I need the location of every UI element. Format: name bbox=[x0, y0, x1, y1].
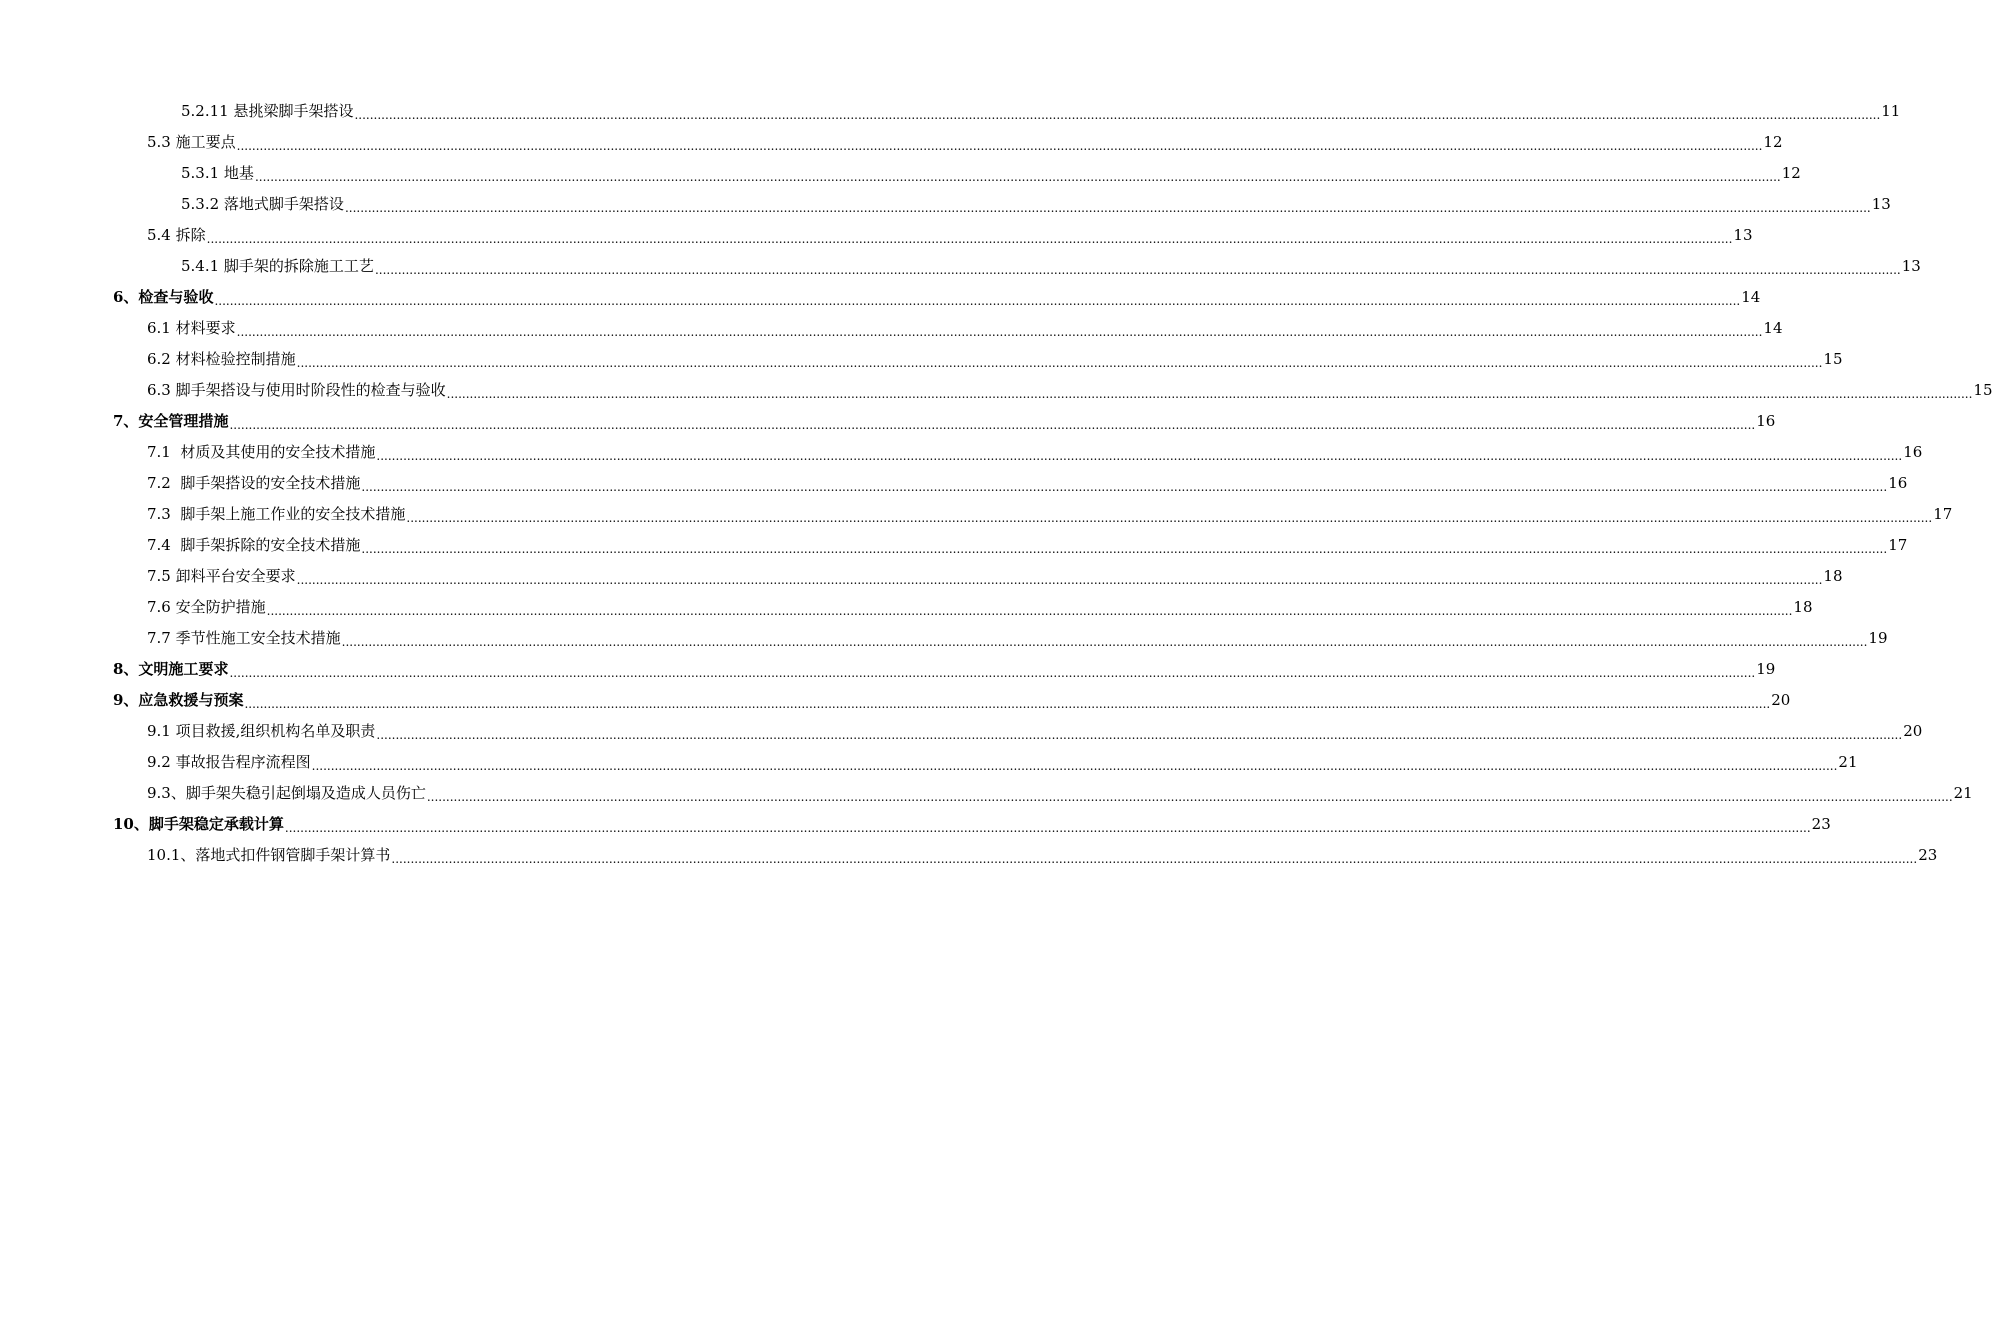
toc-entry-title: 6.2 材料检验控制措施 bbox=[147, 350, 296, 368]
toc-dot-leader: ................................................................................................................................................................................................................................................................................................................................................................................................................ bbox=[296, 573, 1823, 587]
toc-entry[interactable] bbox=[0, 375, 1993, 406]
toc-entry-title: 7.5 卸料平台安全要求 bbox=[147, 567, 296, 585]
toc-entry[interactable] bbox=[0, 530, 1908, 561]
toc-entry-title: 7.3 脚手架上施工作业的安全技术措施 bbox=[147, 505, 406, 523]
toc-entry-title: 8、文明施工要求 bbox=[113, 660, 229, 678]
toc-dot-leader: ................................................................................................................................................................................................................................................................................................................................................................................................................ bbox=[446, 387, 1973, 401]
toc-entry-title: 9.1 项目救援,组织机构名单及职责 bbox=[147, 722, 376, 740]
toc-entry[interactable] bbox=[0, 96, 1901, 127]
toc-dot-leader: ................................................................................................................................................................................................................................................................................................................................................................................................................ bbox=[344, 201, 1871, 215]
toc-entry-page-number: 14 bbox=[1741, 288, 1761, 306]
toc-entry-page-number: 16 bbox=[1903, 443, 1923, 461]
toc-entry-title: 9.3、脚手架失稳引起倒塌及造成人员伤亡 bbox=[147, 784, 426, 802]
toc-entry[interactable] bbox=[0, 592, 1813, 623]
toc-entry-title: 7、安全管理措施 bbox=[113, 412, 229, 430]
table-of-contents bbox=[0, 96, 1993, 871]
toc-entry-page-number: 12 bbox=[1763, 133, 1783, 151]
toc-entry-title: 6.3 脚手架搭设与使用时阶段性的检查与验收 bbox=[147, 381, 446, 399]
toc-entry-page-number: 17 bbox=[1888, 536, 1908, 554]
toc-entry-page-number: 11 bbox=[1881, 102, 1901, 120]
toc-entry-title: 5.3.2 落地式脚手架搭设 bbox=[181, 195, 344, 213]
toc-entry-title: 6、检查与验收 bbox=[113, 288, 214, 306]
toc-entry-page-number: 16 bbox=[1888, 474, 1908, 492]
toc-dot-leader: ................................................................................................................................................................................................................................................................................................................................................................................................................ bbox=[229, 418, 1756, 432]
toc-entry[interactable] bbox=[0, 716, 1923, 747]
toc-entry-title: 10.1、落地式扣件钢管脚手架计算书 bbox=[147, 846, 391, 864]
toc-entry-title: 5.4.1 脚手架的拆除施工工艺 bbox=[181, 257, 374, 275]
toc-entry-page-number: 18 bbox=[1793, 598, 1813, 616]
toc-entry[interactable] bbox=[0, 561, 1843, 592]
toc-entry[interactable] bbox=[0, 468, 1908, 499]
toc-dot-leader: ................................................................................................................................................................................................................................................................................................................................................................................................................ bbox=[354, 108, 1881, 122]
toc-entry-title: 5.3 施工要点 bbox=[147, 133, 236, 151]
toc-entry-page-number: 19 bbox=[1756, 660, 1776, 678]
toc-entry-title: 6.1 材料要求 bbox=[147, 319, 236, 337]
toc-entry-title: 7.1 材质及其使用的安全技术措施 bbox=[147, 443, 376, 461]
toc-entry-title: 7.2 脚手架搭设的安全技术措施 bbox=[147, 474, 361, 492]
toc-entry[interactable] bbox=[0, 251, 1921, 282]
toc-entry-page-number: 12 bbox=[1781, 164, 1801, 182]
toc-entry[interactable] bbox=[0, 747, 1858, 778]
toc-entry[interactable] bbox=[0, 344, 1843, 375]
toc-entry[interactable] bbox=[0, 406, 1776, 437]
toc-entry[interactable] bbox=[0, 282, 1761, 313]
toc-entry-page-number: 20 bbox=[1903, 722, 1923, 740]
toc-dot-leader: ................................................................................................................................................................................................................................................................................................................................................................................................................ bbox=[236, 325, 1763, 339]
toc-entry-title: 10、脚手架稳定承载计算 bbox=[113, 815, 284, 833]
toc-entry-page-number: 23 bbox=[1918, 846, 1938, 864]
toc-entry-page-number: 21 bbox=[1953, 784, 1973, 802]
toc-entry[interactable] bbox=[0, 654, 1776, 685]
toc-entry-page-number: 16 bbox=[1756, 412, 1776, 430]
toc-dot-leader: ................................................................................................................................................................................................................................................................................................................................................................................................................ bbox=[244, 697, 1771, 711]
toc-dot-leader: ................................................................................................................................................................................................................................................................................................................................................................................................................ bbox=[374, 263, 1901, 277]
toc-dot-leader: ................................................................................................................................................................................................................................................................................................................................................................................................................ bbox=[391, 852, 1918, 866]
toc-entry[interactable] bbox=[0, 189, 1891, 220]
toc-entry-page-number: 23 bbox=[1811, 815, 1831, 833]
toc-dot-leader: ................................................................................................................................................................................................................................................................................................................................................................................................................ bbox=[376, 449, 1903, 463]
toc-entry-title: 5.3.1 地基 bbox=[181, 164, 254, 182]
toc-entry[interactable] bbox=[0, 778, 1973, 809]
toc-entry[interactable] bbox=[0, 840, 1938, 871]
toc-entry-page-number: 13 bbox=[1901, 257, 1921, 275]
toc-entry-page-number: 14 bbox=[1763, 319, 1783, 337]
toc-dot-leader: ................................................................................................................................................................................................................................................................................................................................................................................................................ bbox=[296, 356, 1823, 370]
toc-entry-page-number: 17 bbox=[1933, 505, 1953, 523]
toc-entry-page-number: 13 bbox=[1871, 195, 1891, 213]
toc-entry-page-number: 13 bbox=[1733, 226, 1753, 244]
toc-entry[interactable] bbox=[0, 499, 1953, 530]
toc-entry-page-number: 15 bbox=[1823, 350, 1843, 368]
toc-dot-leader: ................................................................................................................................................................................................................................................................................................................................................................................................................ bbox=[361, 542, 1888, 556]
toc-entry-page-number: 20 bbox=[1771, 691, 1791, 709]
toc-dot-leader: ................................................................................................................................................................................................................................................................................................................................................................................................................ bbox=[206, 232, 1733, 246]
toc-dot-leader: ................................................................................................................................................................................................................................................................................................................................................................................................................ bbox=[229, 666, 1756, 680]
toc-entry[interactable] bbox=[0, 220, 1753, 251]
toc-entry[interactable] bbox=[0, 685, 1791, 716]
toc-entry-title: 5.2.11 悬挑梁脚手架搭设 bbox=[181, 102, 354, 120]
toc-dot-leader: ................................................................................................................................................................................................................................................................................................................................................................................................................ bbox=[214, 294, 1741, 308]
toc-entry[interactable] bbox=[0, 809, 1831, 840]
toc-entry[interactable] bbox=[0, 437, 1923, 468]
toc-entry-title: 7.6 安全防护措施 bbox=[147, 598, 266, 616]
toc-dot-leader: ................................................................................................................................................................................................................................................................................................................................................................................................................ bbox=[284, 821, 1811, 835]
toc-dot-leader: ................................................................................................................................................................................................................................................................................................................................................................................................................ bbox=[266, 604, 1793, 618]
toc-dot-leader: ................................................................................................................................................................................................................................................................................................................................................................................................................ bbox=[254, 170, 1781, 184]
toc-dot-leader: ................................................................................................................................................................................................................................................................................................................................................................................................................ bbox=[311, 759, 1838, 773]
toc-entry-title: 9.2 事故报告程序流程图 bbox=[147, 753, 311, 771]
toc-dot-leader: ................................................................................................................................................................................................................................................................................................................................................................................................................ bbox=[376, 728, 1903, 742]
toc-dot-leader: ................................................................................................................................................................................................................................................................................................................................................................................................................ bbox=[361, 480, 1888, 494]
toc-entry-page-number: 15 bbox=[1973, 381, 1993, 399]
toc-entry-page-number: 18 bbox=[1823, 567, 1843, 585]
toc-entry[interactable] bbox=[0, 158, 1801, 189]
toc-entry-page-number: 21 bbox=[1838, 753, 1858, 771]
toc-entry-title: 7.4 脚手架拆除的安全技术措施 bbox=[147, 536, 361, 554]
toc-entry-title: 9、应急救援与预案 bbox=[113, 691, 244, 709]
toc-dot-leader: ................................................................................................................................................................................................................................................................................................................................................................................................................ bbox=[341, 635, 1868, 649]
toc-dot-leader: ................................................................................................................................................................................................................................................................................................................................................................................................................ bbox=[406, 511, 1933, 525]
toc-entry[interactable] bbox=[0, 623, 1888, 654]
toc-entry-title: 7.7 季节性施工安全技术措施 bbox=[147, 629, 341, 647]
toc-dot-leader: ................................................................................................................................................................................................................................................................................................................................................................................................................ bbox=[236, 139, 1763, 153]
toc-entry-title: 5.4 拆除 bbox=[147, 226, 206, 244]
toc-entry[interactable] bbox=[0, 127, 1783, 158]
toc-dot-leader: ................................................................................................................................................................................................................................................................................................................................................................................................................ bbox=[426, 790, 1953, 804]
toc-entry[interactable] bbox=[0, 313, 1783, 344]
toc-entry-page-number: 19 bbox=[1868, 629, 1888, 647]
